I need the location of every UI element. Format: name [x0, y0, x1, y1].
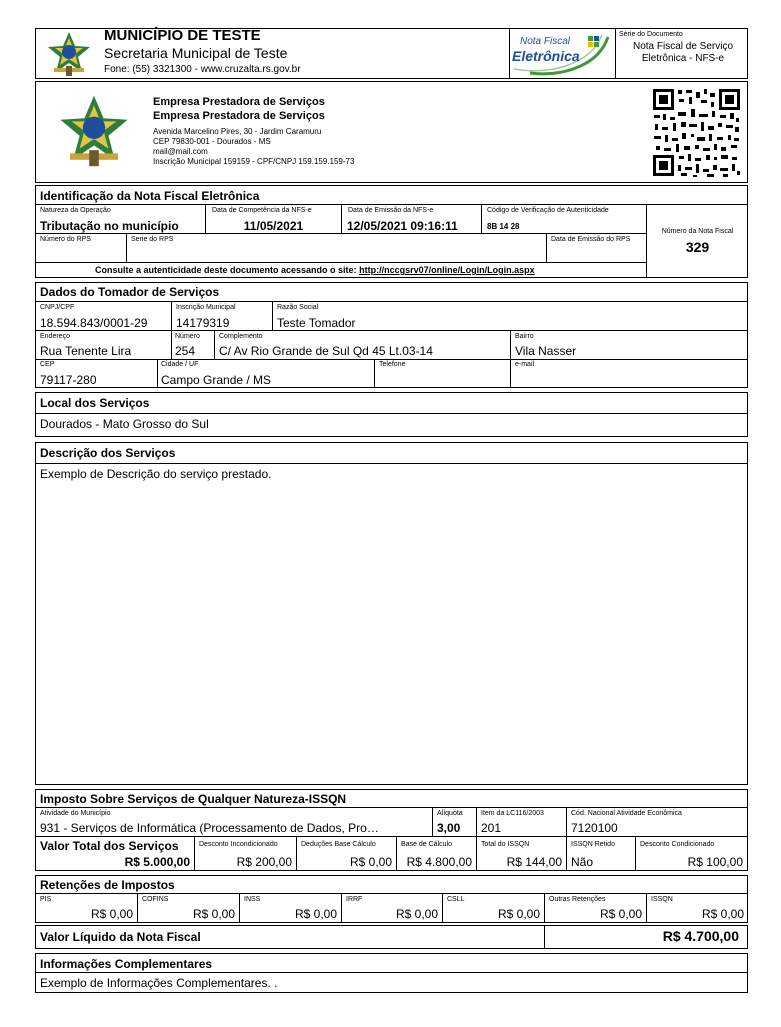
retencao-label: PIS — [40, 896, 52, 903]
codigo-value: 8B 14 28 — [487, 222, 520, 231]
endereco-value: Rua Tenente Lira — [40, 344, 132, 358]
coat-of-arms-large-icon — [54, 92, 134, 170]
numero-value: 254 — [175, 344, 196, 358]
coat-of-arms-icon — [44, 30, 94, 78]
base-label: Base de Cálculo — [401, 841, 452, 848]
total-issqn-label: Total do ISSQN — [481, 841, 530, 848]
deducoes-label: Deduções Base Cálculo — [301, 841, 376, 848]
emissao-label: Data de Emissão da NFS-e — [348, 207, 434, 214]
competencia-value: 11/05/2021 — [243, 219, 304, 233]
valor-total-value: R$ 5.000,00 — [124, 855, 190, 869]
header-phone: Fone: (55) 3321300 - www.cruzalta.rs.gov.br — [104, 64, 301, 75]
retencao-value: R$ 0,00 — [294, 907, 337, 921]
cidade-value: Campo Grande / MS — [161, 373, 272, 387]
natureza-label: Natureza da Operação — [40, 207, 111, 214]
complementares-value: Exemplo de Informações Complementares. . — [40, 976, 278, 990]
consulte-text: Consulte a autenticidade deste documento acessando o site: — [95, 265, 357, 275]
prestador-email: mail@mail.com — [153, 147, 208, 156]
item-value: 201 — [481, 821, 502, 835]
numero-nota-label: Número da Nota Fiscal — [661, 228, 734, 235]
imposto-title: Imposto Sobre Serviços de Qualquer Natureza-ISSQN — [40, 792, 347, 806]
prestador-address: Avenida Marcelino Pires, 30 - Jardim Caramuru — [153, 127, 322, 136]
endereco-label: Endereço — [40, 333, 70, 340]
retencao-value: R$ 0,00 — [599, 907, 642, 921]
serie-rps-label: Serie do RPS — [131, 236, 174, 243]
retencao-label: IRRF — [346, 896, 363, 903]
nfe-logo-bottom: Eletrônica — [512, 48, 580, 64]
local-title: Local dos Serviços — [40, 396, 150, 410]
retencao-value: R$ 0,00 — [90, 907, 133, 921]
retencao-label: Outras Retenções — [549, 896, 606, 903]
competencia-label: Data de Competência da NFS-e — [212, 207, 312, 214]
retido-value: Não — [571, 855, 594, 869]
liquido-label: Valor Líquido da Nota Fiscal — [40, 930, 201, 944]
item-label: Item da LC116/2003 — [481, 810, 544, 817]
prestador-inscricao: Inscrição Municipal 159159 - CPF/CNPJ 159.159.159-73 — [153, 157, 355, 166]
retencao-label: COFINS — [142, 896, 169, 903]
retencao-value: R$ 0,00 — [395, 907, 438, 921]
descricao-value: Exemplo de Descrição do serviço prestado. — [40, 467, 272, 481]
aliquota-label: Alíquota — [437, 810, 463, 817]
complemento-label: Complemento — [219, 333, 263, 340]
deducoes-value: R$ 0,00 — [349, 855, 392, 869]
desc-incond-label: Desconto Incondicionado — [199, 841, 278, 848]
nfe-logo-top: Nota Fiscal — [520, 36, 571, 47]
bairro-value: Vila Nasser — [515, 344, 577, 358]
im-value: 14179319 — [176, 316, 230, 330]
liquido-value: R$ 4.700,00 — [662, 928, 739, 944]
cnae-value: 7120100 — [571, 821, 618, 835]
natureza-value: Tributação no município — [40, 219, 179, 233]
retencao-label: CSLL — [447, 896, 465, 903]
atividade-value: 931 - Serviços de Informática (Processamento de Dados, Pro… — [40, 821, 379, 835]
retencao-label: ISSQN — [651, 896, 673, 903]
total-issqn-value: R$ 144,00 — [506, 855, 562, 869]
consulte-line — [95, 265, 535, 275]
codigo-label: Código de Verificação de Autenticidade — [487, 207, 609, 214]
retencoes-title: Retenções de Impostos — [40, 878, 175, 892]
desc-incond-value: R$ 200,00 — [236, 855, 292, 869]
desc-cond-label: Desconto Condicionado — [640, 841, 715, 848]
email-label: e-mail — [515, 361, 535, 368]
rps-label: Número do RPS — [40, 236, 91, 243]
retencao-value: R$ 0,00 — [497, 907, 540, 921]
prestador-name-2: Empresa Prestadora de Serviços — [153, 110, 325, 122]
im-label: Inscrição Municipal — [176, 304, 236, 311]
identificacao-title: Identificação da Nota Fiscal Eletrônica — [40, 189, 260, 203]
prestador-cep: CEP 79830-001 - Dourados - MS — [153, 137, 271, 146]
cnae-label: Cód. Nacional Atividade Econômica — [571, 810, 682, 817]
serie-value: Nota Fiscal de Serviço Eletrônica - NFS-e — [632, 41, 734, 64]
base-value: R$ 4.800,00 — [406, 855, 472, 869]
razao-value: Teste Tomador — [277, 316, 356, 330]
cnpj-value: 18.594.843/0001-29 — [40, 316, 148, 330]
cep-label: CEP — [40, 361, 55, 368]
numero-label: Número — [175, 333, 200, 340]
prestador-box — [35, 81, 748, 183]
valor-total-label: Valor Total dos Serviços — [40, 839, 179, 853]
cep-value: 79117-280 — [40, 373, 97, 387]
aliquota-value: 3,00 — [437, 821, 461, 835]
local-value: Dourados - Mato Grosso do Sul — [40, 417, 209, 431]
numero-nota-value: 329 — [685, 239, 710, 255]
razao-label: Razão Social — [277, 304, 319, 311]
descricao-box — [35, 442, 748, 785]
tomador-title: Dados do Tomador de Serviços — [40, 285, 220, 299]
telefone-label: Telefone — [379, 361, 406, 368]
data-rps-label: Data de Emissão do RPS — [551, 236, 631, 243]
desc-cond-value: R$ 100,00 — [687, 855, 743, 869]
consulte-link[interactable]: http://nccgsrv07/online/Login/Login.aspx — [359, 265, 535, 275]
cidade-label: Cidade / UF — [161, 361, 199, 368]
retencao-value: R$ 0,00 — [701, 907, 744, 921]
cnpj-label: CNPJ/CPF — [40, 304, 75, 311]
serie-label: Série do Documento — [619, 31, 683, 38]
retido-label: ISSQN Retido — [571, 841, 615, 848]
emissao-value: 12/05/2021 09:16:11 — [347, 219, 458, 233]
retencao-label: INSS — [244, 896, 261, 903]
complemento-value: C/ Av Rio Grande de Sul Qd 45 Lt.03-14 — [219, 344, 433, 358]
secretaria-name: Secretaria Municipal de Teste — [104, 45, 288, 61]
prestador-name-1: Empresa Prestadora de Serviços — [153, 96, 325, 108]
complementares-title: Informações Complementares — [40, 957, 213, 971]
city-name: MUNICÍPIO DE TESTE — [104, 27, 261, 44]
retencao-value: R$ 0,00 — [192, 907, 235, 921]
qr-code-icon — [651, 87, 742, 178]
bairro-label: Bairro — [515, 333, 534, 340]
atividade-label: Atividade do Município — [40, 810, 111, 817]
descricao-title: Descrição dos Serviços — [40, 446, 176, 460]
